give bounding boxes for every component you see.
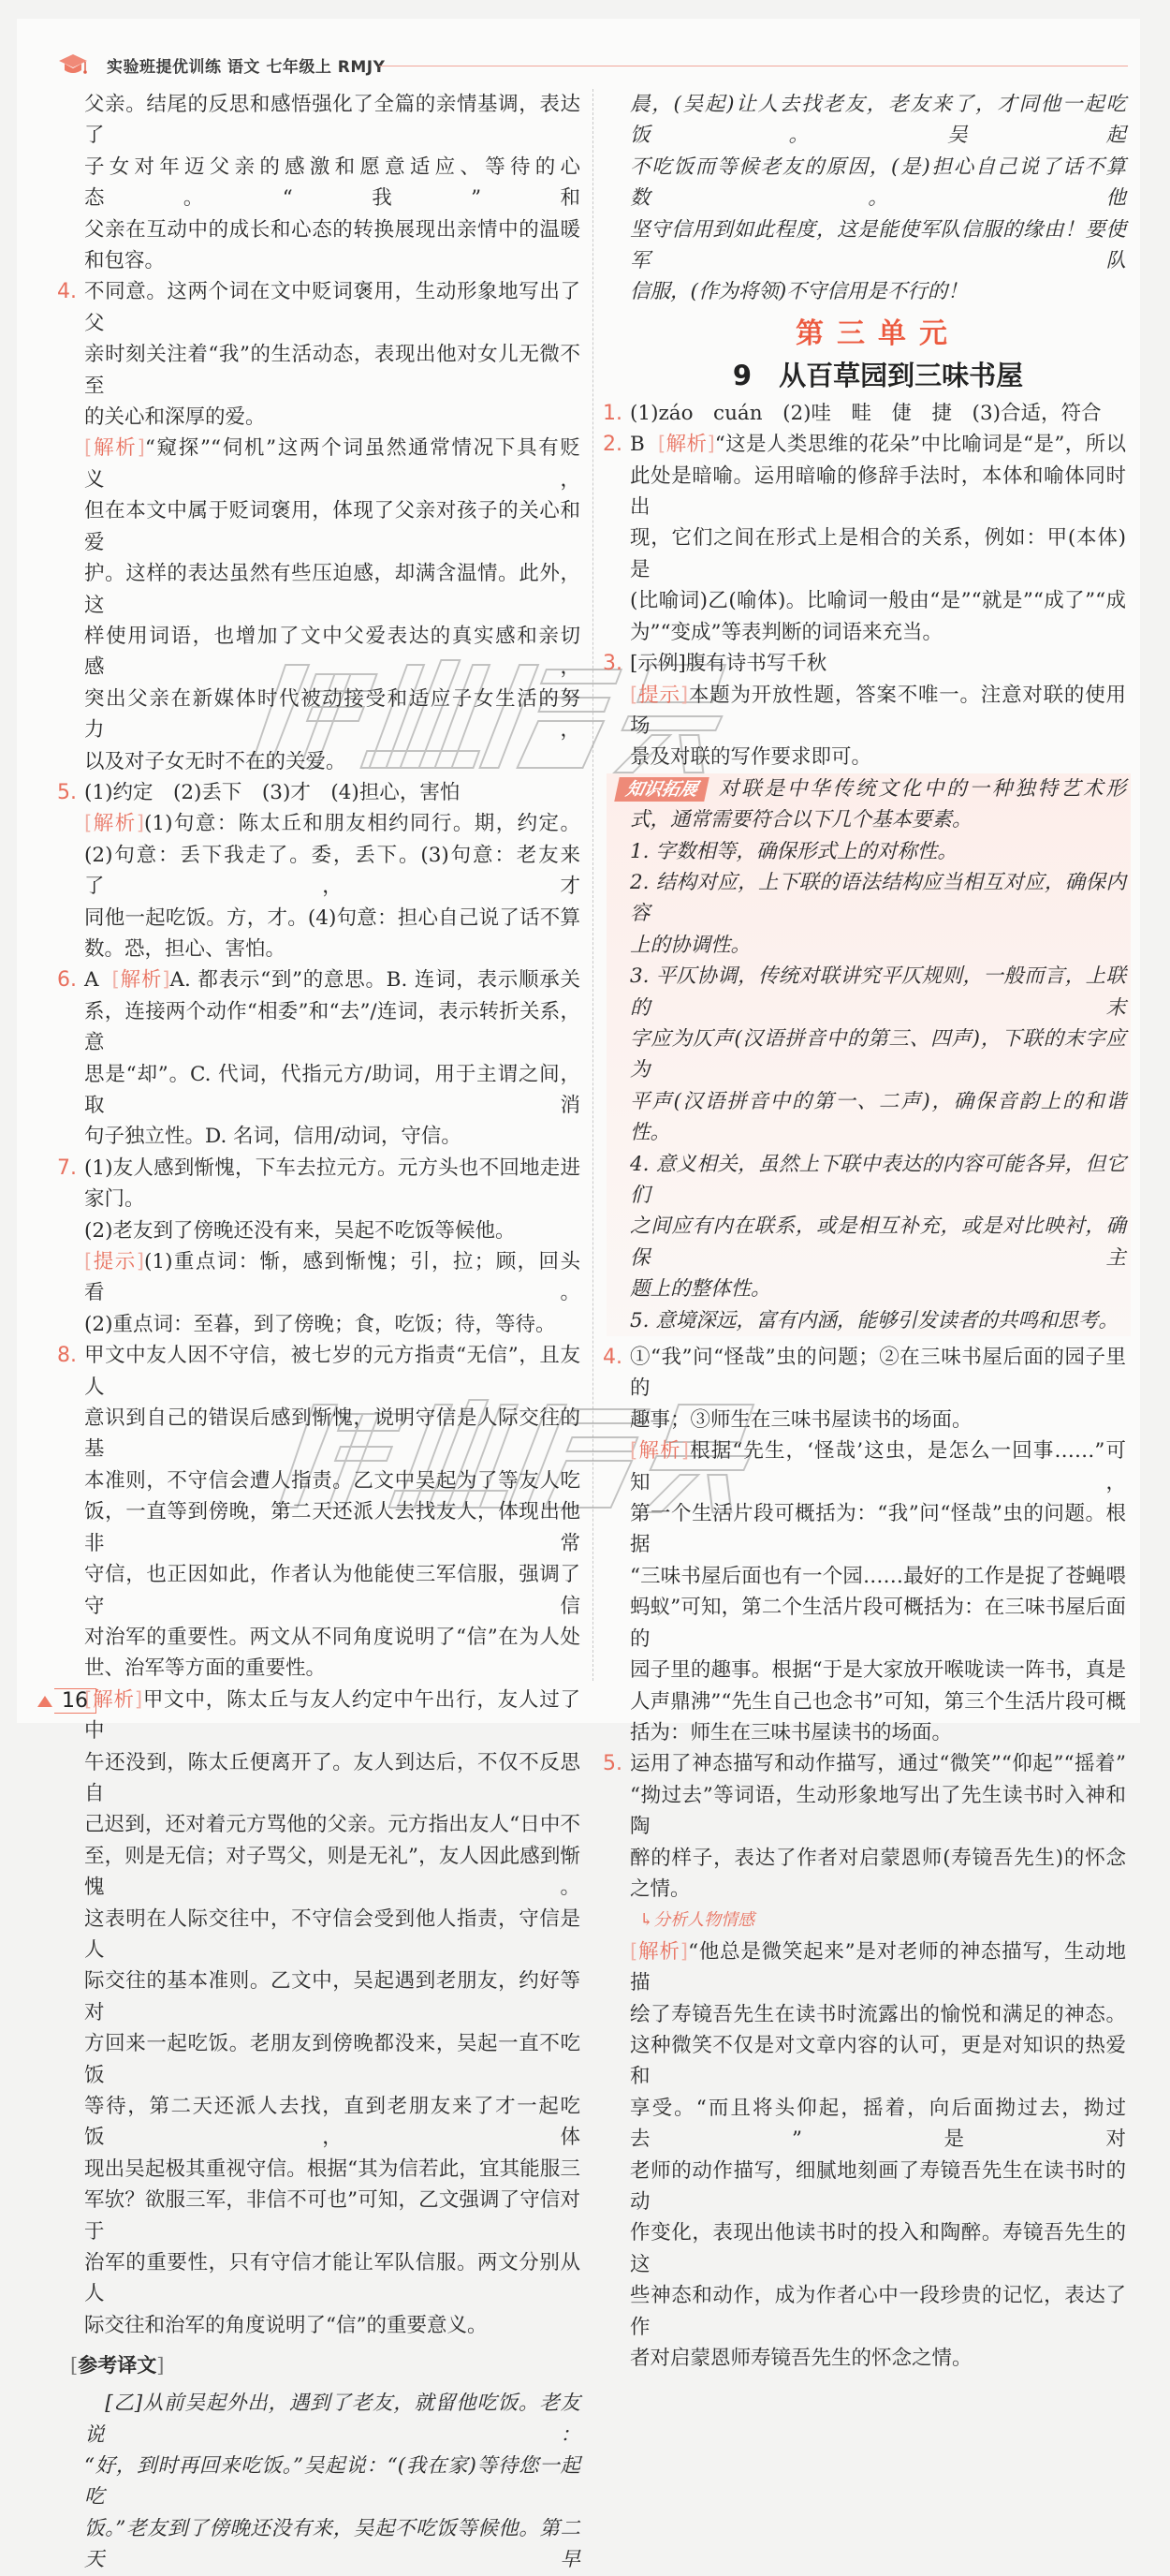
line-text: 数。恐，担心、害怕。 <box>84 936 286 961</box>
question-number: 4. <box>603 1346 622 1370</box>
line-text: 者对启蒙恩师寿镜吾先生的怀念之情。 <box>630 2347 973 2371</box>
text-line <box>630 867 1126 930</box>
text-line <box>603 429 1126 460</box>
text-line <box>84 2310 580 2341</box>
text-line <box>57 1153 580 1184</box>
text-line <box>630 1655 1126 1685</box>
line-text: 不同意。这两个词在文中贬词褒用，生动形象地写出了父 <box>84 280 580 335</box>
answer-block <box>630 867 1126 961</box>
answer-block <box>623 773 1126 836</box>
answer-block <box>603 429 1126 648</box>
line-text: 作变化，表现出他读书时的投入和陶醉。寿镜吾先生的这 <box>630 2221 1126 2276</box>
text-line <box>84 621 580 684</box>
text-line <box>630 1843 1126 1874</box>
question-number: 2. <box>603 433 622 457</box>
line-text: 坚守信用到如此程度，这是能使军队信服的缘由！要使军队 <box>630 217 1126 273</box>
line-text: 的关心和深厚的爱。 <box>84 405 266 430</box>
line-text: (2)句意：丢下我走了。委，丢下。(3)句意：老友来了，才 <box>84 843 580 899</box>
line-text: (1)重点词：惭，感到惭愧；引，拉；顾，回头看。 <box>84 1250 580 1305</box>
text-line <box>84 808 580 839</box>
line-text: 但在本文中属于贬词褒用，体现了父亲对孩子的关心和爱 <box>84 499 580 554</box>
text-line <box>630 1435 1126 1498</box>
graduation-cap-icon <box>58 52 88 77</box>
text-line <box>84 1496 580 1559</box>
line-text: 治军的重要性，只有守信才能让军队信服。两文分别从人 <box>84 2251 580 2306</box>
question-number: 5. <box>57 780 77 804</box>
answer-choice: B <box>630 433 645 457</box>
line-text: 3. 平仄协调，传统对联讲究平仄规则，一般而言，上联的末 <box>630 964 1126 1020</box>
line-text: 蚂蚁”可知，第二个生活片段可概括为：在三味书屋后面的 <box>630 1596 1126 1651</box>
line-text: 醉的样子，表达了作者对启蒙恩师(寿镜吾先生)的怀念 <box>630 1846 1126 1870</box>
answer-block <box>84 1685 580 2342</box>
text-line <box>630 1936 1126 1999</box>
line-text: 之情。 <box>630 1877 691 1901</box>
answer-block <box>57 1340 580 1684</box>
answer-block <box>630 680 1126 773</box>
text-line <box>84 339 580 402</box>
text-line <box>84 433 580 495</box>
text-line <box>84 1685 580 1747</box>
text-line <box>84 2028 580 2091</box>
text-line <box>84 1841 580 1904</box>
text-line <box>84 840 580 903</box>
line-text: “窥探”“伺机”这两个词虽然通常情况下具有贬义， <box>84 436 580 492</box>
analysis-label: [ 解析 ] <box>84 1688 142 1712</box>
line-text: 子女对年迈父亲的感激和愿意适应、等待的心态。“我”和 <box>84 155 580 211</box>
line-text: 己迟到，还对着元方骂他的父亲。元方指出友人“日中不 <box>84 1813 580 1837</box>
text-line <box>84 2091 580 2154</box>
line-text: 饭。”老友到了傍晚还没有来，吴起不吃饭等候他。第二天早 <box>84 2516 580 2572</box>
line-text: 甲文中，陈太丘与友人约定中午出行，友人过了中 <box>84 1687 580 1744</box>
text-line <box>84 1309 580 1340</box>
text-line <box>84 684 580 746</box>
line-text: 世、治军等方面的重要性。 <box>84 1656 327 1681</box>
answer-block <box>630 961 1126 1148</box>
text-line <box>84 2247 580 2310</box>
line-text: 甲文中友人因不守信，被七岁的元方指责“无信”，且友人 <box>84 1344 580 1399</box>
text-line <box>84 903 580 934</box>
text-line <box>630 1592 1126 1655</box>
line-text: 现，它们之间在形式上是相合的关系，例如：甲(本体)是 <box>630 526 1126 581</box>
line-text: 守信，也正因如此，作者认为他能使三军信服，强调了守信 <box>84 1563 580 1618</box>
text-line <box>630 214 1126 277</box>
text-line <box>630 1686 1126 1717</box>
text-line <box>84 1215 580 1246</box>
spacer <box>84 2378 580 2388</box>
text-line <box>84 495 580 558</box>
line-text: 际交往和治军的角度说明了“信”的重要意义。 <box>84 2313 488 2337</box>
line-text: [乙]从前吴起外出，遇到了老友，就留他吃饭。老友说： <box>84 2392 580 2447</box>
line-text: 句子独立性。D. 名词，信用/动词，守信。 <box>84 1125 461 1149</box>
line-text: 军欤？欲服三军，非信不可也”可知，乙文强调了守信对于 <box>84 2188 580 2244</box>
text-line <box>84 1622 580 1653</box>
answer-block <box>630 1149 1126 1305</box>
question-number: 1. <box>603 401 622 425</box>
answer-block <box>84 1215 580 1246</box>
text-line <box>630 930 1126 961</box>
unit-title: 第三单元 <box>796 316 960 350</box>
text-line <box>84 2513 580 2576</box>
line-text: 绘了寿镜吾先生在读书时流露出的愉悦和满足的神态。 <box>630 2002 1126 2026</box>
line-text: 些神态和动作，成为作者心中一段珍贵的记忆，表达了作 <box>630 2284 1126 2339</box>
text-line <box>630 961 1126 1023</box>
question-number: 5. <box>603 1752 622 1776</box>
line-text: 现出吴起极其重视守信。根据“其为信若此，宜其能服三 <box>84 2156 580 2181</box>
text-line <box>630 2217 1126 2280</box>
column-divider <box>592 89 593 1681</box>
text-line <box>84 558 580 621</box>
text-line <box>84 1465 580 1496</box>
text-line <box>630 1498 1126 1561</box>
text-line <box>630 1999 1126 2030</box>
text-line <box>630 1717 1126 1748</box>
text-line <box>84 402 580 433</box>
line-text: 本准则，不守信会遭人指责。乙文中吴起为了等友人吃 <box>84 1468 580 1493</box>
text-line <box>630 89 1126 152</box>
page-number-text: 16 <box>54 1688 96 1714</box>
text-line <box>630 1086 1126 1149</box>
text-line <box>84 1904 580 1966</box>
text-line <box>630 585 1126 616</box>
translation-continuation <box>630 89 1126 308</box>
question-number: 8. <box>57 1344 77 1368</box>
line-text: (2)老友到了傍晚还没有来，吴起不吃饭等候他。 <box>84 1218 516 1243</box>
text-line <box>630 2280 1126 2343</box>
line-text: 5. 意境深远，富有内涵，能够引发读者的共鸣和思考。 <box>630 1308 1119 1332</box>
text-line <box>84 746 580 777</box>
line-text: 2. 结构对应，上下联的语法结构应当相互对应，确保内容 <box>630 870 1126 926</box>
answer-choice: A <box>84 968 99 993</box>
line-text: 突出父亲在新媒体时代被动接受和适应子女生活的努力， <box>84 686 580 743</box>
line-text: 括为：师生在三味书屋读书的场面。 <box>630 1720 953 1744</box>
text-line <box>630 2156 1126 2218</box>
line-text: 之间应有内在联系，或是相互补充，或是对比映衬，确保主 <box>630 1214 1126 1270</box>
text-line <box>84 2154 580 2185</box>
line-text: (1)约定 (2)丢下 (3)才 (4)担心，害怕 <box>84 780 461 804</box>
analysis-label: [ 解析 ] <box>84 436 145 460</box>
answer-block <box>57 276 580 433</box>
answer-block <box>630 1435 1126 1748</box>
annotation-note: ↳ 分析人物情感 <box>630 1905 1126 1936</box>
text-line <box>84 245 580 276</box>
text-line <box>630 1305 1126 1336</box>
text-line <box>630 2343 1126 2374</box>
analysis-label: [ 解析 ] <box>84 812 144 835</box>
answer-block <box>84 808 580 964</box>
line-text: (2)重点词：至暮，到了傍晚；食，吃饭；待，等待。 <box>84 1312 556 1336</box>
text-line <box>603 1342 1126 1405</box>
question-number: 7. <box>57 1156 77 1180</box>
text-line <box>630 1023 1126 1086</box>
page-number <box>37 1688 96 1714</box>
line-text: 样使用词语，也增加了文中父爱表达的真实感和亲切感， <box>84 624 580 680</box>
line-text: 本题为开放性题，答案不唯一。注意对联的使用场 <box>630 683 1126 738</box>
text-line <box>630 523 1126 585</box>
line-text: 同他一起吃饭。方，才。(4)句意：担心自己说了话不算 <box>84 905 580 930</box>
line-text: 运用了神态描写和动作描写，通过“微笑”“仰起”“摇着” <box>630 1752 1126 1776</box>
text-line <box>630 1405 1126 1435</box>
text-line <box>84 1121 580 1152</box>
book-title: 实验班提优训练 语文 七年级上 RMJY <box>107 57 386 77</box>
line-text: 式，通常需要符合以下几个基本要素。 <box>630 808 973 832</box>
text-line <box>84 1184 580 1214</box>
answer-block <box>57 964 580 1152</box>
answer-block <box>603 648 1126 679</box>
line-text: “好，到时再回来吃饭。”吴起说：“(我在家)等待您一起吃 <box>84 2454 580 2510</box>
line-text: (1)友人感到惭愧，下车去拉元方。元方头也不回地走进 <box>84 1156 580 1180</box>
line-text: 以及对子女无时不在的关爱。 <box>84 749 346 773</box>
question-number: 4. <box>57 280 77 304</box>
line-text: 至，则是无信；对子骂父，则是无礼”，友人因此感到惭愧。 <box>84 1844 580 1900</box>
text-line <box>84 152 580 214</box>
line-text: 平声(汉语拼音中的第一、二声)，确保音韵上的和谐性。 <box>630 1089 1126 1145</box>
running-header <box>58 51 385 79</box>
text-line <box>84 2388 580 2451</box>
line-text: 字应为仄声(汉语拼音中的第三、四声)，下联的末字应为 <box>630 1026 1126 1082</box>
right-column <box>603 89 1126 2374</box>
answer-block <box>603 398 1126 429</box>
analysis-label: [ 解析 ] <box>112 968 170 992</box>
line-text: 为”“变成”等表判断的词语来充当。 <box>630 620 943 644</box>
text-line <box>630 742 1126 773</box>
line-text: 对联是中华传统文化中的一种独特艺术形 <box>716 776 1126 801</box>
text-line <box>84 1809 580 1840</box>
line-text: 意识到自己的错误后感到惭愧，说明守信是人际交往的基 <box>84 1406 580 1462</box>
text-line <box>630 804 1126 835</box>
text-line <box>603 398 1126 429</box>
line-text: “这是人类思维的花朵”中比喻词是“是”，所以 <box>714 433 1126 457</box>
text-line <box>623 773 1126 804</box>
knowledge-badge: 知识拓展 <box>614 777 709 802</box>
answer-block <box>603 1748 1126 1905</box>
line-text: 午还没到，陈太丘便离开了。友人到达后，不仅不反思自 <box>84 1750 580 1805</box>
text-line <box>630 276 1126 307</box>
line-text: 题上的整体性。 <box>630 1277 771 1302</box>
text-line <box>84 89 580 152</box>
line-text: 信服，(作为将领)不守信用是不行的！ <box>630 280 968 304</box>
answer-block <box>84 1246 580 1340</box>
answer-block <box>57 777 580 808</box>
analysis-label: [ 解析 ] <box>630 1940 688 1964</box>
text-line <box>603 648 1126 679</box>
analysis-label: [ 解析 ] <box>658 433 715 456</box>
text-line <box>603 1748 1126 1779</box>
line-text: 不吃饭而等候老友的原因，(是)担心自己说了话不算数。他 <box>630 155 1126 211</box>
line-text: 这表明在人际交往中，不守信会受到他人指责，守信是人 <box>84 1906 580 1962</box>
reference-translation <box>84 2388 580 2575</box>
line-text: 4. 意义相关，虽然上下联中表达的内容可能各异，但它们 <box>630 1152 1126 1207</box>
line-text: 此处是暗喻。运用暗喻的修辞手法时，本体和喻体同时出 <box>630 464 1126 520</box>
line-text: 享受。“而且将头仰起，摇着，向后面拗过去，拗过去”是对 <box>630 2096 1126 2152</box>
question-number: 6. <box>57 968 77 993</box>
line-text: (比喻词)乙(喻体)。比喻词一般由“是”“就是”“成了”“成 <box>630 589 1126 613</box>
analysis-label: [ 提示 ] <box>630 684 688 707</box>
line-text: 这种微笑不仅是对文章内容的认可，更是对知识的热爱和 <box>630 2033 1126 2089</box>
line-text: 系，连接两个动作“相委”和“去”/连词，表示转折关系，意 <box>84 999 580 1055</box>
text-line <box>630 1780 1126 1843</box>
text-line <box>630 152 1126 214</box>
text-line <box>630 1149 1126 1212</box>
line-text: “三味书屋后面也有一个园……最好的工作是捉了苍蝇喂 <box>630 1564 1126 1588</box>
text-line <box>630 836 1126 867</box>
lesson-answers-4-5 <box>603 1342 1126 2374</box>
line-text: 父亲在互动中的成长和心态的转换展现出亲情中的温暖 <box>84 217 580 242</box>
analysis-label: [ 提示 ] <box>84 1250 144 1273</box>
line-text: “他总是微笑起来”是对老师的神态描写，生动地描 <box>630 1939 1126 1995</box>
line-text: 景及对联的写作要求即可。 <box>630 745 872 770</box>
text-line <box>57 276 580 339</box>
line-text: 根据“先生，‘怪哉’这虫，是怎么一回事……”可知， <box>630 1439 1126 1494</box>
answer-block <box>603 1342 1126 1435</box>
line-text: 和包容。 <box>84 249 166 273</box>
knowledge-box <box>607 773 1131 1336</box>
text-line <box>630 2030 1126 2093</box>
text-line <box>84 1653 580 1684</box>
lesson-answers-1-3 <box>603 398 1126 773</box>
line-text: ①“我”问“怪哉”虫的问题；②在三味书屋后面的园子里的 <box>630 1346 1126 1401</box>
text-line <box>630 2093 1126 2156</box>
text-line <box>84 1246 580 1309</box>
text-line <box>84 1559 580 1622</box>
line-text: (1)záo cuán (2)哇 畦 倢 捷 (3)合适，符合 <box>630 401 1102 425</box>
answer-block <box>57 1153 580 1215</box>
line-text: 园子里的趣事。根据“于是大家放开喉咙读一阵书，真是 <box>630 1658 1126 1683</box>
line-text: [示例]腹有诗书写千秋 <box>630 652 827 676</box>
text-line <box>630 680 1126 743</box>
answer-block <box>630 1936 1126 2375</box>
answer-block <box>630 1305 1126 1336</box>
line-text: 老师的动作描写，细腻地刻画了寿镜吾先生在读书时的动 <box>630 2158 1126 2214</box>
analysis-label: [ 解析 ] <box>630 1439 689 1463</box>
text-line <box>84 934 580 964</box>
line-text: 亲时刻关注着“我”的生活动态，表现出他对女儿无微不至 <box>84 343 580 398</box>
text-line <box>84 1747 580 1810</box>
line-text: 方回来一起吃饭。老朋友到傍晚都没来，吴起一直不吃饭 <box>84 2032 580 2087</box>
text-line <box>57 777 580 808</box>
line-text: 饭，一直等到傍晚，第二天还派人去找友人，体现出他非常 <box>84 1500 580 1555</box>
text-line <box>84 996 580 1059</box>
reference-translation-heading: [ 参考译文 ] <box>70 2352 580 2378</box>
line-text: 对治军的重要性。两文从不同角度说明了“信”在为人处 <box>84 1625 580 1649</box>
lesson-title: 9 从百草园到三味书屋 <box>732 359 1024 391</box>
answer-block <box>630 89 1126 308</box>
answer-block <box>84 433 580 776</box>
line-text: 晨，(吴起)让人去找老友，老友来了，才同他一起吃饭。吴起 <box>630 93 1126 148</box>
text-line <box>84 1965 580 2028</box>
line-text: 家门。 <box>84 1187 145 1212</box>
line-text: 上的协调性。 <box>630 933 752 957</box>
text-line <box>84 1059 580 1122</box>
question-number: 3. <box>603 652 622 676</box>
line-text: 护。这样的表达虽然有些压迫感，却满含温情。此外，这 <box>84 562 580 617</box>
line-text: 人声鼎沸”“先生自己也念书”可知，第三个生活片段可概 <box>630 1689 1126 1714</box>
arrow-up-icon <box>37 1696 52 1707</box>
text-line <box>630 617 1126 648</box>
text-line <box>630 1874 1126 1905</box>
text-line <box>630 1273 1126 1304</box>
line-text: 等待，第二天还派人去找，直到老朋友来了才一起吃饭，体 <box>84 2095 580 2150</box>
text-line <box>57 1340 580 1403</box>
line-text: 1. 字数相等，确保形式上的对称性。 <box>630 839 958 863</box>
line-text: “拗过去”等词语，生动形象地写出了先生读书时入神和陶 <box>630 1783 1126 1839</box>
line-text: 父亲。结尾的反思和感悟强化了全篇的亲情基调，表达了 <box>84 93 580 148</box>
text-line <box>630 1211 1126 1273</box>
text-line <box>630 1561 1126 1592</box>
line-text: A. 都表示“到”的意思。B. 连词，表示顺承关 <box>169 968 580 993</box>
line-text: (1)句意：陈太丘和朋友相约同行。期，约定。 <box>144 812 580 836</box>
line-text: 第一个生活片段可概括为：“我”问“怪哉”虫的问题。根据 <box>630 1502 1126 1557</box>
text-line <box>84 1403 580 1465</box>
answer-block <box>630 1905 1126 1936</box>
text-line <box>84 2451 580 2513</box>
line-text: 思是“却”。C. 代词，代指元方/助词，用于主谓之间，取消 <box>84 1062 580 1117</box>
line-text: 趣事；③师生在三味书屋读书的场面。 <box>630 1407 973 1432</box>
text-line <box>57 964 580 995</box>
answer-block <box>630 836 1126 867</box>
text-line <box>630 461 1126 523</box>
text-line <box>84 2185 580 2247</box>
answer-block <box>84 89 580 276</box>
text-line <box>84 214 580 245</box>
answer-block <box>84 2388 580 2575</box>
line-text: 际交往的基本准则。乙文中，吴起遇到老朋友，约好等对 <box>84 1969 580 2024</box>
